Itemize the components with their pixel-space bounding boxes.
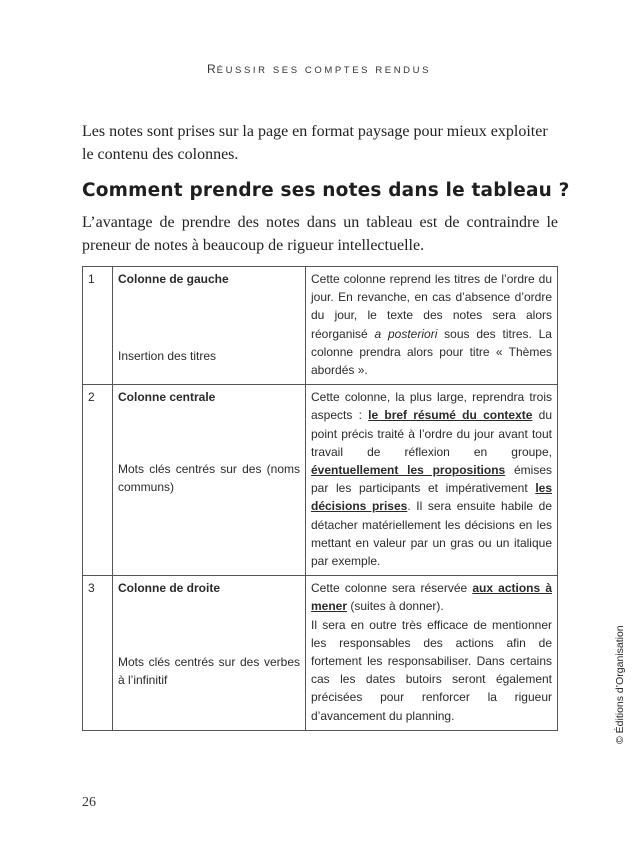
running-head-text: ÉUSSIR SES COMPTES RENDUS bbox=[216, 65, 432, 76]
column-name-title: Colonne de gauche bbox=[118, 272, 229, 286]
table-row bbox=[83, 385, 558, 576]
description-italic: a posteriori bbox=[374, 326, 438, 341]
description-emphasis: les décisions prises bbox=[311, 481, 552, 514]
row-number: 1 bbox=[83, 267, 113, 385]
column-name-cell bbox=[113, 385, 306, 576]
intro-paragraph: Les notes sont prises sur la page en format paysage pour mieux exploiter le contenu des colonnes. bbox=[82, 123, 548, 163]
description-text: . Il sera ensuite habile de détacher matériellement les décisions en les mettant en valeur par un gras ou un italique par exemple. bbox=[311, 499, 553, 569]
column-description bbox=[306, 576, 558, 731]
description-text: Cette colonne sera réservée bbox=[311, 581, 473, 596]
page-number: 26 bbox=[82, 795, 96, 810]
running-head-initial: R bbox=[206, 62, 217, 76]
copyright-notice: © Éditions d’Organisation bbox=[614, 625, 626, 744]
row-number: 2 bbox=[83, 385, 113, 576]
description-text: émises par les participants et impérativement bbox=[311, 463, 553, 496]
description-text: (suites à donner). bbox=[347, 599, 444, 614]
description-emphasis: le bref résumé du contexte bbox=[368, 408, 533, 423]
description-emphasis: éventuellement les propositions bbox=[311, 463, 506, 478]
column-description bbox=[306, 385, 558, 576]
section-heading: Comment prendre ses notes dans le tableau ? bbox=[82, 180, 570, 201]
description-text: du point précis traité à l’ordre du jour avant tout travail de réflexion en groupe, bbox=[311, 408, 552, 459]
column-name-subtitle: Insertion des titres bbox=[118, 349, 217, 363]
column-name-cell bbox=[113, 576, 306, 731]
notes-table bbox=[82, 266, 558, 731]
column-name-subtitle: Mots clés centrés sur des verbes à l’infinitif bbox=[118, 655, 300, 688]
lead-paragraph: L’avantage de prendre des notes dans un tableau est de contraindre le preneur de notes à beaucoup de rigueur intellectuelle. bbox=[82, 214, 558, 254]
column-name-subtitle: Mots clés centrés sur des (noms communs) bbox=[118, 462, 300, 495]
description-text: Cette colonne reprend les titres de l’ordre du jour. En revanche, en cas d’absence d’ordre du jour, le texte des notes sera alors réorganisé bbox=[311, 272, 552, 341]
running-head bbox=[0, 62, 638, 76]
column-name-cell bbox=[113, 267, 306, 385]
column-description bbox=[306, 267, 558, 385]
column-name-title: Colonne centrale bbox=[118, 390, 216, 405]
column-name-title: Colonne de droite bbox=[118, 581, 220, 596]
row-number: 3 bbox=[83, 576, 113, 731]
description-text: sous des titres. La colonne prendra alors pour titre « Thèmes abordés ». bbox=[311, 326, 552, 378]
description-emphasis: aux actions à mener bbox=[311, 581, 552, 614]
description-text: Cette colonne, la plus large, reprendra trois aspects : bbox=[311, 390, 552, 423]
table-row bbox=[83, 576, 558, 731]
table-row bbox=[83, 267, 558, 385]
description-text: Il sera en outre très efficace de mentionner les responsables des actions afin de fortement les responsabiliser. Dans certains cas les dates butoirs seront également précisées pour renforcer la rigueur d’avancement du planning. bbox=[311, 617, 552, 723]
